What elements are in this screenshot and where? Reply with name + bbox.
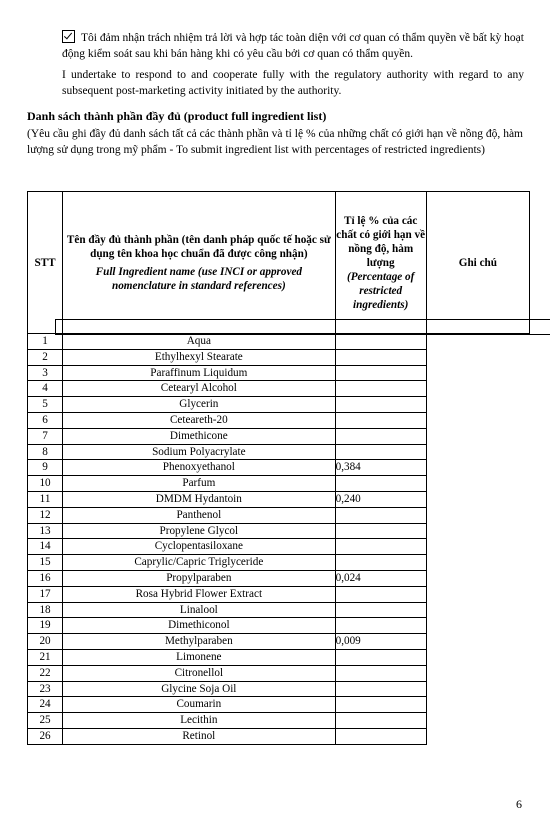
header-ingredient-name [63,192,336,334]
cell-name: Panthenol [63,507,336,523]
commitment-block [62,30,524,105]
header-note: Ghi chú [426,192,529,334]
cell-name: Dimethicone [63,428,336,444]
cell-note [55,319,550,336]
commitment-vi-paragraph [62,30,524,62]
cell-stt: 20 [28,634,63,650]
cell-name: Dimethiconol [63,618,336,634]
table-row [28,397,530,413]
cell-stt: 18 [28,602,63,618]
cell-pct [335,381,426,397]
table-row [28,381,530,397]
checked-checkbox[interactable] [62,30,75,43]
cell-name: Glycerin [63,397,336,413]
cell-name: Citronellol [63,665,336,681]
cell-stt: 12 [28,507,63,523]
cell-name: Coumarin [63,697,336,713]
cell-pct [335,476,426,492]
header-pct-vi: Tỉ lệ % của các chất có giới hạn về nồng độ, hàm lượng [336,214,426,269]
cell-pct [335,428,426,444]
cell-pct [335,602,426,618]
header-stt: STT [28,192,63,334]
cell-stt: 5 [28,397,63,413]
cell-name: Phenoxyethanol [63,460,336,476]
cell-name: Rosa Hybrid Flower Extract [63,586,336,602]
cell-stt: 16 [28,570,63,586]
table-row [28,713,530,729]
cell-pct: 0,024 [335,570,426,586]
table-row [28,602,530,618]
cell-stt: 8 [28,444,63,460]
cell-pct [335,365,426,381]
cell-pct [335,681,426,697]
table-row [28,365,530,381]
ingredient-table [27,191,530,745]
table-row [28,428,530,444]
cell-name: Cyclopentasiloxane [63,539,336,555]
cell-pct [335,444,426,460]
cell-name: Lecithin [63,713,336,729]
cell-stt: 17 [28,586,63,602]
cell-pct [335,586,426,602]
cell-pct [335,697,426,713]
cell-stt: 11 [28,491,63,507]
cell-name: Ceteareth-20 [63,412,336,428]
header-name-en: Full Ingredient name (use INCI or approved nomenclature in standard references) [95,265,303,292]
table-row [28,570,530,586]
table-row [28,618,530,634]
table-row [28,665,530,681]
cell-name: Parfum [63,476,336,492]
cell-stt: 9 [28,460,63,476]
table-row [28,649,530,665]
ingredient-rows [28,334,530,745]
cell-pct [335,349,426,365]
cell-stt: 7 [28,428,63,444]
page-number: 6 [516,797,522,811]
table-row [28,728,530,744]
table-row [28,539,530,555]
cell-name: Linalool [63,602,336,618]
cell-pct [335,618,426,634]
cell-name: Ethylhexyl Stearate [63,349,336,365]
cell-pct [335,713,426,729]
commitment-en-text: I undertake to respond to and cooperate fully with the regulatory authority with regard to any subsequent post-marketing activity initiated by the authority. [62,69,524,97]
table-row [28,491,530,507]
cell-pct [335,555,426,571]
cell-pct: 0,009 [335,634,426,650]
cell-name: Propylparaben [63,570,336,586]
cell-pct [335,728,426,744]
cell-stt: 13 [28,523,63,539]
table-row [28,460,530,476]
header-pct-en: (Percentage of restricted ingredients) [346,270,415,311]
cell-pct: 0,384 [335,460,426,476]
cell-pct [335,523,426,539]
table-row [28,412,530,428]
table-row [28,555,530,571]
cell-stt: 19 [28,618,63,634]
cell-name: Paraffinum Liquidum [63,365,336,381]
cell-name: DMDM Hydantoin [63,491,336,507]
cell-stt: 3 [28,365,63,381]
cell-name: Retinol [63,728,336,744]
cell-pct [335,334,426,350]
cell-pct [335,665,426,681]
cell-stt: 15 [28,555,63,571]
cell-name: Glycine Soja Oil [63,681,336,697]
cell-name: Limonene [63,649,336,665]
section-note: (Yêu cầu ghi đầy đủ danh sách tất cả các thành phần và tỉ lệ % của những chất có giới hạn về nồng độ, hàm lượng sử dụng trong mỹ phẩm - To submit ingredient list with percentages of restricted ingredients) [27,128,523,156]
table-row [28,523,530,539]
cell-name: Caprylic/Capric Triglyceride [63,555,336,571]
cell-stt: 4 [28,381,63,397]
cell-pct: 0,240 [335,491,426,507]
section-title: Danh sách thành phần đầy đủ (product full ingredient list) [27,109,327,123]
table-row [28,444,530,460]
cell-pct [335,507,426,523]
cell-pct [335,539,426,555]
table-row [28,334,530,350]
table-header-row [28,192,530,334]
cell-stt: 26 [28,728,63,744]
cell-name: Aqua [63,334,336,350]
cell-stt: 22 [28,665,63,681]
table-row [28,349,530,365]
cell-stt: 6 [28,412,63,428]
cell-name: Methylparaben [63,634,336,650]
cell-stt: 25 [28,713,63,729]
table-row [28,586,530,602]
cell-stt: 10 [28,476,63,492]
cell-stt: 21 [28,649,63,665]
cell-stt: 23 [28,681,63,697]
cell-pct [335,397,426,413]
table-row [28,681,530,697]
cell-pct [335,412,426,428]
cell-stt: 14 [28,539,63,555]
table-row [28,634,530,650]
commitment-vi-text: Tôi đảm nhận trách nhiệm trả lời và hợp tác toàn diện với cơ quan có thẩm quyền về bất kỳ hoạt động kiểm soát sau khi bán hàng khi có yêu cầu bởi cơ quan có thẩm quyền. [62,32,524,60]
cell-name: Sodium Polyacrylate [63,444,336,460]
cell-name: Propylene Glycol [63,523,336,539]
table-row [28,507,530,523]
table-row [28,476,530,492]
cell-stt: 2 [28,349,63,365]
header-name-vi: Tên đầy đủ thành phần (tên danh pháp quốc tế hoặc sử dụng tên khoa học chuẩn đã được công nhận) [66,233,331,260]
cell-pct [335,649,426,665]
cell-stt: 24 [28,697,63,713]
table-row [28,697,530,713]
cell-name: Cetearyl Alcohol [63,381,336,397]
header-percentage [335,192,426,334]
cell-stt: 1 [28,334,63,350]
